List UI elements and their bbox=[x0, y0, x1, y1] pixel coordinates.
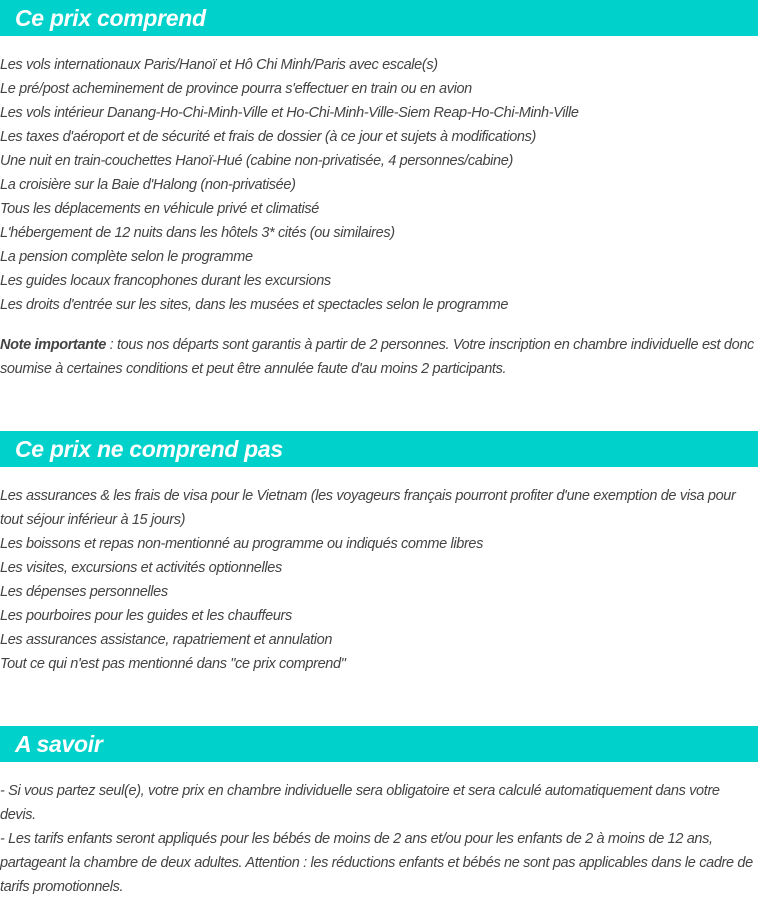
section-title: A savoir bbox=[15, 731, 103, 757]
list-item: Une nuit en train-couchettes Hanoï-Hué (cabine non-privatisée, 4 personnes/cabine) bbox=[0, 153, 513, 169]
list-item: Les dépenses personnelles bbox=[0, 584, 168, 600]
list-item: Les droits d'entrée sur les sites, dans les musées et spectacles selon le programme bbox=[0, 297, 509, 313]
list-item: Les boissons et repas non-mentionné au programme ou indiqués comme libres bbox=[0, 536, 484, 552]
section-good-to-know bbox=[0, 726, 758, 899]
list-item: Tous les déplacements en véhicule privé et climatisé bbox=[0, 201, 319, 217]
list-item: Les visites, excursions et activités optionnelles bbox=[0, 560, 282, 576]
list-item: L'hébergement de 12 nuits dans les hôtels 3* cités (ou similaires) bbox=[0, 225, 395, 241]
list-item: Les assurances assistance, rapatriement et annulation bbox=[0, 632, 333, 648]
section-title: Ce prix comprend bbox=[15, 5, 206, 31]
included-items-list bbox=[0, 53, 758, 317]
list-item: Les taxes d'aéroport et de sécurité et frais de dossier (à ce jour et sujets à modifications) bbox=[0, 129, 537, 145]
list-item: Tout ce qui n'est pas mentionné dans "ce prix comprend" bbox=[0, 656, 346, 672]
info-paragraph: - Les tarifs enfants seront appliqués pour les bébés de moins de 2 ans et/ou pour les enfants de 2 à moins de 12 ans, partageant la chambre de deux adultes. Attention : les réductions enfants et bébés ne sont pas applicables dans le cadre de tarifs promotionnels. bbox=[0, 831, 753, 895]
good-to-know-body bbox=[0, 779, 758, 899]
info-paragraph: - Si vous partez seul(e), votre prix en chambre individuelle sera obligatoire et sera calculé automatiquement dans votre devis. bbox=[0, 783, 720, 823]
section-header-price-excludes bbox=[0, 431, 758, 467]
excluded-items-list bbox=[0, 484, 758, 676]
section-title: Ce prix ne comprend pas bbox=[15, 436, 283, 462]
list-item: Le pré/post acheminement de province pourra s'effectuer en train ou en avion bbox=[0, 81, 472, 97]
note-label: Note importante bbox=[0, 337, 106, 353]
important-note bbox=[0, 333, 758, 381]
list-item: La croisière sur la Baie d'Halong (non-privatisée) bbox=[0, 177, 296, 193]
list-item: Les guides locaux francophones durant les excursions bbox=[0, 273, 331, 289]
note-text: : tous nos départs sont garantis à partir de 2 personnes. Votre inscription en chambre individuelle est donc soumise à certaines conditions et peut être annulée faute d'au moins 2 participants. bbox=[0, 337, 754, 377]
section-header-price-includes bbox=[0, 0, 758, 36]
list-item: Les vols internationaux Paris/Hanoï et Hô Chi Minh/Paris avec escale(s) bbox=[0, 57, 438, 73]
list-item: Les assurances & les frais de visa pour le Vietnam (les voyageurs français pourront profiter d'une exemption de visa pour tout séjour inférieur à 15 jours) bbox=[0, 488, 736, 528]
list-item: Les pourboires pour les guides et les chauffeurs bbox=[0, 608, 292, 624]
section-header-good-to-know bbox=[0, 726, 758, 762]
list-item: La pension complète selon le programme bbox=[0, 249, 253, 265]
section-price-includes bbox=[0, 0, 758, 381]
list-item: Les vols intérieur Danang-Ho-Chi-Minh-Ville et Ho-Chi-Minh-Ville-Siem Reap-Ho-Chi-Minh-Ville bbox=[0, 105, 579, 121]
section-price-excludes bbox=[0, 431, 758, 676]
